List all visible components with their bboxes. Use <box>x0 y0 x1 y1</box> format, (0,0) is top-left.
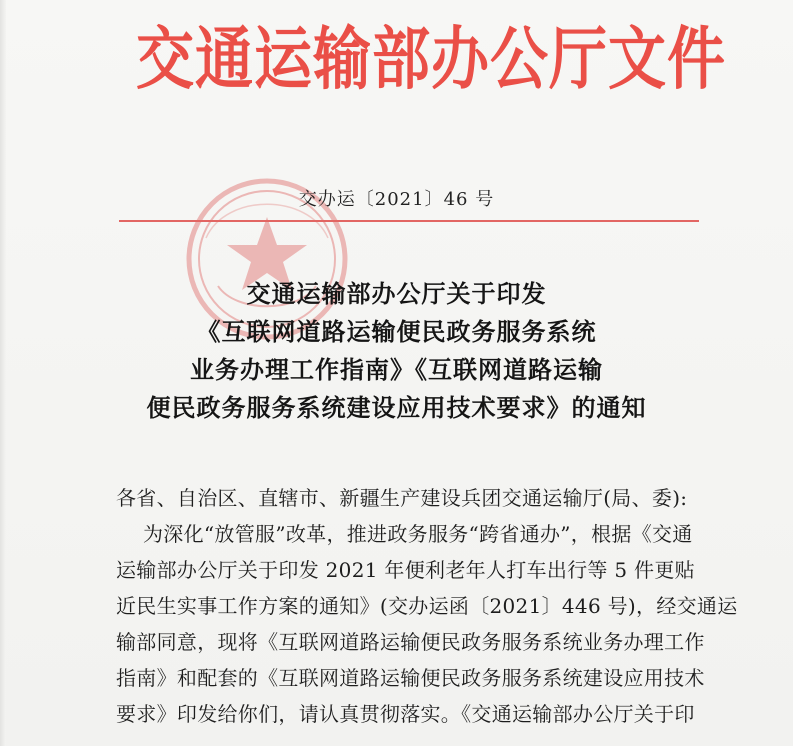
addressee-line: 各省、自治区、直辖市、新疆生产建设兵团交通运输厅(局、委): <box>116 486 688 510</box>
notice-title-line: 便民政务服务系统建设应用技术要求》的通知 <box>146 393 647 422</box>
red-divider-line <box>119 220 699 222</box>
document-number: 交办运〔2021〕46 号 <box>298 189 495 210</box>
body-line: 输部同意，现将《互联网道路运输便民政务服务系统业务办理工作 <box>116 630 705 654</box>
body-line: 为深化“放管服”改革，推进政务服务“跨省通办”，根据《交通 <box>143 522 693 546</box>
body-line: 指南》和配套的《互联网道路运输便民政务服务系统建设应用技术 <box>116 666 705 690</box>
body-line: 近民生实事工作方案的通知》(交办运函〔2021〕446 号)，经交通运 <box>116 594 738 618</box>
notice-title-line: 业务办理工作指南》《互联网道路运输 <box>190 355 603 384</box>
office-header-title: 交通运输部办公厅文件 <box>136 18 727 100</box>
notice-body <box>116 480 738 732</box>
notice-title-line: 《互联网道路运输便民政务服务系统 <box>196 317 597 346</box>
notice-title <box>0 275 793 427</box>
body-line: 运输部办公厅关于印发 2021 年便利老年人打车出行等 5 件更贴 <box>116 558 695 582</box>
notice-title-line: 交通运输部办公厅关于印发 <box>246 279 547 308</box>
body-line: 要求》印发给你们，请认真贯彻落实。《交通运输部办公厅关于印 <box>116 702 695 726</box>
